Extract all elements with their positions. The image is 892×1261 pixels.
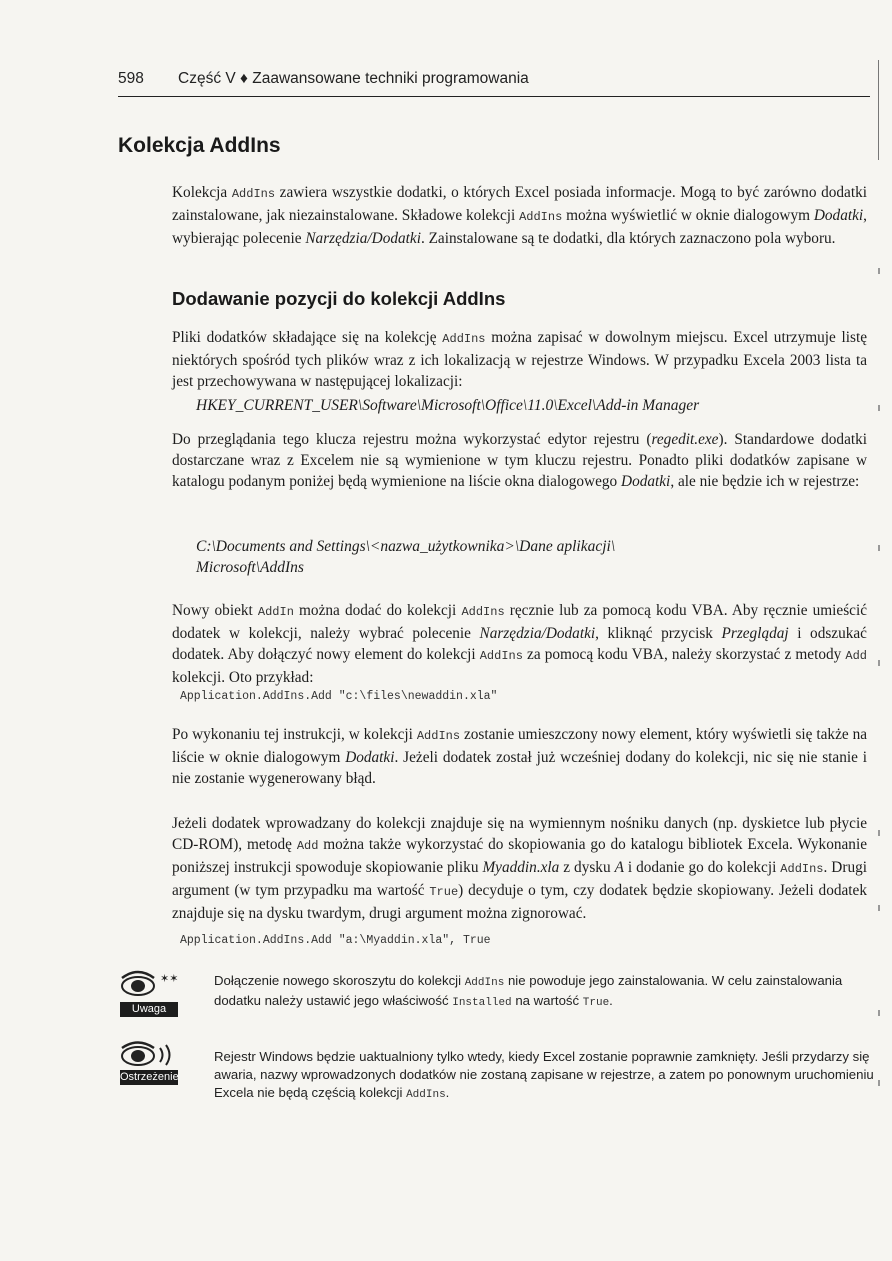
page-edge-mark: [878, 60, 880, 160]
uwaga-icon: [118, 968, 198, 1017]
scan-speck: [878, 545, 880, 551]
scan-speck: [878, 905, 880, 911]
paragraph-registry-intro: Pliki dodatków składające się na kolekcję AddIns można zapisać w dowolnym miejscu. Excel utrzymuje listę niektórych spośród tych plików wraz z ich lokalizacją w rejestrze Windows. W przypadku Excela 2003 lista ta jest przechowywana w następującej lokalizacji:: [172, 329, 867, 390]
ostrzezenie-label: Ostrzeżenie: [120, 1071, 179, 1083]
intro-paragraph: Kolekcja AddIns zawiera wszystkie dodatki, o których Excel posiada informacje. Mogą to być zarówno dodatki zainstalowane, jak niezainstalowane. Składowe kolekcji AddIns można wyświetlić w oknie dialogowym Dodatki, wybierając polecenie Narzędzia/Dodatki. Zainstalowane są te dodatki, dla których zaznaczono pola wyboru.: [172, 184, 867, 247]
uwaga-label: Uwaga: [120, 1002, 178, 1017]
folder-path: C:\Documents and Settings\<nazwa_użytkownika>\Dane aplikacji\ Microsoft\AddIns: [196, 538, 616, 576]
paragraph-after-add: Po wykonaniu tej instrukcji, w kolekcji AddIns zostanie umieszczony nowy element, który wyświetli się także na liście w oknie dialogowym Dodatki. Jeżeli dodatek został już wcześniej dodany do kolekcji, nic się nie stanie i nie zostanie wygenerowany błąd.: [172, 726, 868, 787]
page-number: 598: [118, 70, 144, 87]
scan-speck: [878, 1080, 880, 1086]
subsection-title: Dodawanie pozycji do kolekcji AddIns: [172, 288, 506, 309]
code-example-1: Application.AddIns.Add "c:\files\newaddin.xla": [180, 690, 498, 703]
section-title: Kolekcja AddIns: [118, 134, 281, 157]
running-title: Część V ♦ Zaawansowane techniki programowania: [178, 70, 529, 87]
uwaga-note-text: Dołączenie nowego skoroszytu do kolekcji AddIns nie powoduje jego zainstalowania. W celu zainstalowania dodatku należy ustawić jego właściwość Installed na wartość True.: [214, 973, 843, 1009]
eye-star-icon: [118, 968, 180, 1002]
svg-text:✶✶: ✶✶: [160, 972, 179, 985]
paragraph-regedit: Do przeglądania tego klucza rejestru można wykorzystać edytor rejestru (regedit.exe). Standardowe dodatki dostarczane wraz z Excelem nie są wymienione w tym kluczu rejestru. Ponadto pliki dodatków zapisane w katalogu podanym poniżej będą wymienione na liście okna dialogowego Dodatki, ale nie będzie ich w rejestrze:: [172, 431, 868, 490]
code-example-2: Application.AddIns.Add "a:\Myaddin.xla", True: [180, 934, 491, 947]
registry-path: HKEY_CURRENT_USER\Software\Microsoft\Office\11.0\Excel\Add-in Manager: [196, 397, 700, 414]
ostrzezenie-icon: [118, 1040, 198, 1085]
scan-speck: [878, 405, 880, 411]
paragraph-add-method: Nowy obiekt AddIn można dodać do kolekcji AddIns ręcznie lub za pomocą kodu VBA. Aby ręcznie umieścić dodatek w kolekcji, należy wybrać polecenie Narzędzia/Dodatki, kliknąć przycisk Przeglądaj i odszukać dodatek. Aby dołączyć nowy element do kolekcji AddIns za pomocą kodu VBA, należy skorzystać z metody Add kolekcji. Oto przykład:: [172, 602, 867, 686]
eye-alarm-icon: [118, 1040, 180, 1070]
scan-speck: [878, 1010, 880, 1016]
paragraph-removable-media: Jeżeli dodatek wprowadzany do kolekcji znajduje się na wymiennym nośniku danych (np. dyskietce lub płycie CD-ROM), metodę Add można także wykorzystać do skopiowania go do katalogu bibliotek Excela. Wykonanie poniższej instrukcji spowoduje skopiowanie pliku Myaddin.xla z dysku A i dodanie go do kolekcji AddIns. Drugi argument (w tym przypadku ma wartość True) decyduje o tym, czy dodatek będzie skopiowany. Jeżeli dodatek znajduje się na dysku twardym, drugi argument można zignorować.: [172, 815, 867, 922]
ostrzezenie-note-text: Rejestr Windows będzie uaktualniony tylko wtedy, kiedy Excel zostanie poprawnie zamknięty. Jeśli przydarzy się awaria, nazwy wprowadzonych dodatków nie zostaną zapisane w rejestrze, a zatem po ponownym uruchomieniu Excela nie będą częścią kolekcji AddIns.: [214, 1049, 874, 1101]
scan-speck: [878, 660, 880, 666]
scan-speck: [878, 830, 880, 836]
header-rule: [118, 96, 870, 97]
scan-speck: [878, 268, 880, 274]
